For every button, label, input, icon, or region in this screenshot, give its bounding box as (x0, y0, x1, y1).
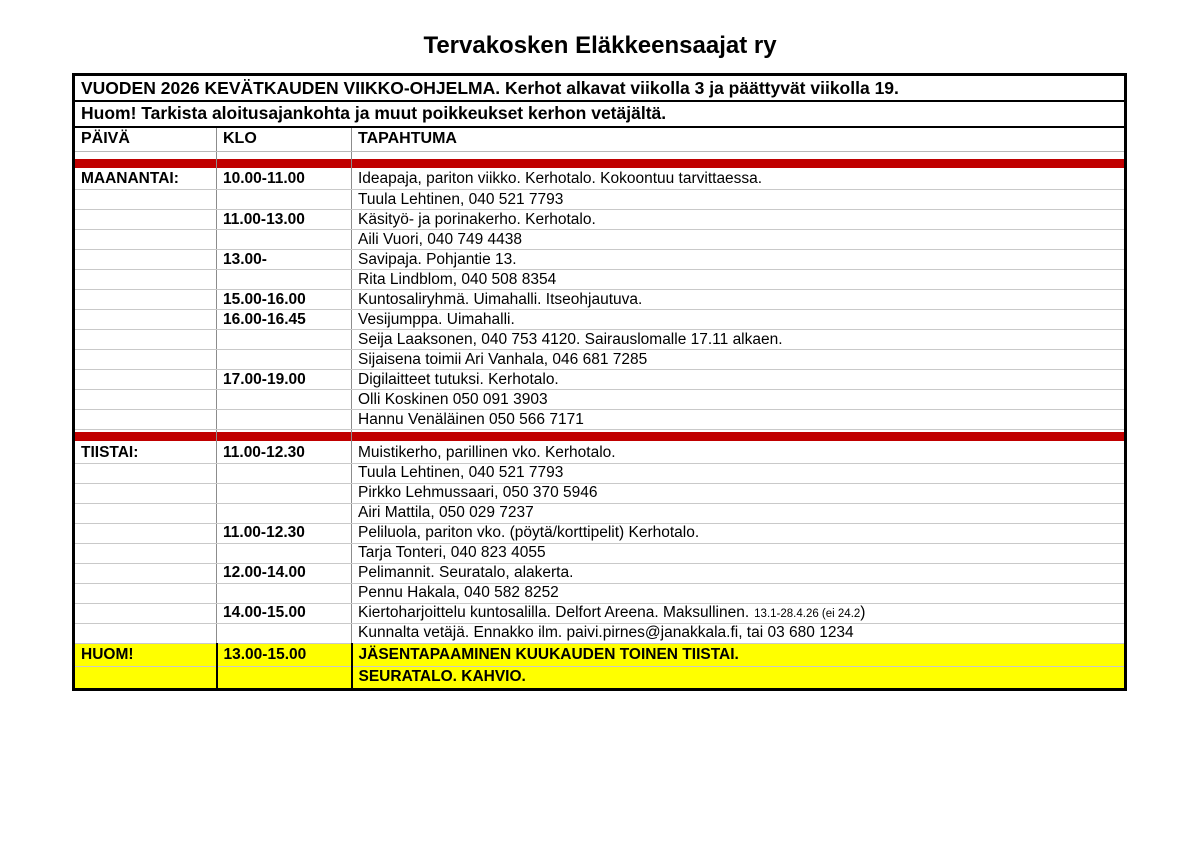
day-cell (74, 390, 217, 410)
event-cell: Savipaja. Pohjantie 13. (352, 250, 1126, 270)
weekly-program-table (72, 73, 1127, 691)
event-cell: SEURATALO. KAHVIO. (352, 666, 1126, 689)
event-cell: Pennu Hakala, 040 582 8252 (352, 583, 1126, 603)
note-row (74, 643, 1126, 666)
schedule-row (74, 330, 1126, 350)
klo-cell (217, 503, 352, 523)
schedule-row (74, 543, 1126, 563)
day-cell (74, 666, 217, 689)
schedule-row (74, 603, 1126, 623)
day-cell (74, 563, 217, 583)
klo-cell (217, 583, 352, 603)
table-banner-text: VUODEN 2026 KEVÄTKAUDEN VIIKKO-OHJELMA. Kerhot alkavat viikolla 3 ja päättyvät viikolla 19. (74, 75, 1126, 101)
day-cell (74, 543, 217, 563)
event-cell: Tuula Lehtinen, 040 521 7793 (352, 463, 1126, 483)
day-cell (74, 190, 217, 210)
divider-cell (74, 430, 217, 444)
event-cell: Sijaisena toimii Ari Vanhala, 046 681 7285 (352, 350, 1126, 370)
klo-cell: 15.00-16.00 (217, 290, 352, 310)
event-cell: Hannu Venäläinen 050 566 7171 (352, 410, 1126, 430)
red-divider-bar (352, 432, 1124, 441)
red-divider-bar (352, 159, 1124, 168)
klo-cell: 12.00-14.00 (217, 563, 352, 583)
day-cell (74, 350, 217, 370)
day-cell: TIISTAI: (74, 443, 217, 463)
day-cell (74, 523, 217, 543)
klo-cell: 11.00-12.30 (217, 443, 352, 463)
divider-cell (352, 430, 1126, 444)
schedule-row (74, 310, 1126, 330)
event-cell: Olli Koskinen 050 091 3903 (352, 390, 1126, 410)
schedule-table-body (74, 75, 1126, 690)
klo-cell (217, 623, 352, 643)
note-row (74, 666, 1126, 689)
schedule-row (74, 290, 1126, 310)
schedule-row (74, 443, 1126, 463)
schedule-row (74, 270, 1126, 290)
event-text: Kiertoharjoittelu kuntosalilla. Delfort Areena. Maksullinen. (358, 604, 750, 622)
day-cell: HUOM! (74, 643, 217, 666)
klo-cell (217, 390, 352, 410)
klo-cell: 17.00-19.00 (217, 370, 352, 390)
klo-cell: 11.00-13.00 (217, 210, 352, 230)
schedule-row (74, 503, 1126, 523)
event-cell: Tuula Lehtinen, 040 521 7793 (352, 190, 1126, 210)
title2-row (74, 101, 1126, 127)
event-text-tail: ) (860, 604, 866, 622)
divider-cell (352, 157, 1126, 170)
red-divider-bar (75, 159, 216, 168)
klo-cell (217, 410, 352, 430)
klo-cell: 11.00-12.30 (217, 523, 352, 543)
klo-cell (217, 330, 352, 350)
event-cell: Aili Vuori, 040 749 4438 (352, 230, 1126, 250)
title1-row (74, 75, 1126, 101)
schedule-row (74, 210, 1126, 230)
schedule-row (74, 230, 1126, 250)
klo-cell: 14.00-15.00 (217, 603, 352, 623)
schedule-row (74, 390, 1126, 410)
divider-row (74, 430, 1126, 444)
event-cell: Seija Laaksonen, 040 753 4120. Sairauslomalle 17.11 alkaen. (352, 330, 1126, 350)
event-cell: Airi Mattila, 050 029 7237 (352, 503, 1126, 523)
divider-cell (74, 157, 217, 170)
event-cell: Rita Lindblom, 040 508 8354 (352, 270, 1126, 290)
klo-cell: 13.00- (217, 250, 352, 270)
schedule-row (74, 170, 1126, 190)
day-cell (74, 290, 217, 310)
divider-cell (217, 157, 352, 170)
table-banner-text: Huom! Tarkista aloitusajankohta ja muut poikkeukset kerhon vetäjältä. (74, 101, 1126, 127)
event-cell: Pelimannit. Seuratalo, alakerta. (352, 563, 1126, 583)
red-divider-bar (217, 159, 351, 168)
event-cell (352, 603, 1126, 623)
day-cell: MAANANTAI: (74, 170, 217, 190)
klo-cell (217, 666, 352, 689)
schedule-row (74, 563, 1126, 583)
klo-cell (217, 190, 352, 210)
red-divider-bar (217, 432, 351, 441)
event-cell: Kunnalta vetäjä. Ennakko ilm. paivi.pirnes@janakkala.fi, tai 03 680 1234 (352, 623, 1126, 643)
day-cell (74, 270, 217, 290)
klo-cell (217, 483, 352, 503)
klo-cell (217, 543, 352, 563)
day-cell (74, 410, 217, 430)
schedule-row (74, 190, 1126, 210)
schedule-row (74, 350, 1126, 370)
colheads-row (74, 127, 1126, 152)
event-cell: Pirkko Lehmussaari, 050 370 5946 (352, 483, 1126, 503)
divider-cell (217, 430, 352, 444)
klo-cell (217, 230, 352, 250)
klo-cell: 16.00-16.45 (217, 310, 352, 330)
event-cell: Käsityö- ja porinakerho. Kerhotalo. (352, 210, 1126, 230)
day-cell (74, 583, 217, 603)
klo-cell: 13.00-15.00 (217, 643, 352, 666)
day-cell (74, 250, 217, 270)
schedule-row (74, 370, 1126, 390)
day-cell (74, 603, 217, 623)
day-cell (74, 463, 217, 483)
schedule-row (74, 250, 1126, 270)
day-cell (74, 230, 217, 250)
day-cell (74, 483, 217, 503)
event-cell: Peliluola, pariton vko. (pöytä/korttipelit) Kerhotalo. (352, 523, 1126, 543)
day-cell (74, 210, 217, 230)
event-cell: Kuntosaliryhmä. Uimahalli. Itseohjautuva. (352, 290, 1126, 310)
event-cell: Vesijumppa. Uimahalli. (352, 310, 1126, 330)
klo-cell (217, 463, 352, 483)
klo-cell: KLO (217, 127, 352, 152)
event-cell: TAPAHTUMA (352, 127, 1126, 152)
day-cell (74, 370, 217, 390)
divider-row (74, 157, 1126, 170)
klo-cell (217, 270, 352, 290)
page-title: Tervakosken Eläkkeensaajat ry (423, 32, 777, 59)
day-cell (74, 330, 217, 350)
event-cell: Digilaitteet tutuksi. Kerhotalo. (352, 370, 1126, 390)
event-cell: Muistikerho, parillinen vko. Kerhotalo. (352, 443, 1126, 463)
event-cell: Ideapaja, pariton viikko. Kerhotalo. Kokoontuu tarvittaessa. (352, 170, 1126, 190)
schedule-row (74, 483, 1126, 503)
schedule-row (74, 623, 1126, 643)
schedule-row (74, 410, 1126, 430)
klo-cell: 10.00-11.00 (217, 170, 352, 190)
event-cell: Tarja Tonteri, 040 823 4055 (352, 543, 1126, 563)
schedule-row (74, 463, 1126, 483)
day-cell (74, 310, 217, 330)
day-cell: PÄIVÄ (74, 127, 217, 152)
red-divider-bar (75, 432, 216, 441)
klo-cell (217, 350, 352, 370)
event-smalltext: 13.1-28.4.26 (ei 24.2 (754, 608, 861, 621)
event-cell: JÄSENTAPAAMINEN KUUKAUDEN TOINEN TIISTAI. (352, 643, 1126, 666)
schedule-row (74, 523, 1126, 543)
day-cell (74, 623, 217, 643)
schedule-row (74, 583, 1126, 603)
day-cell (74, 503, 217, 523)
